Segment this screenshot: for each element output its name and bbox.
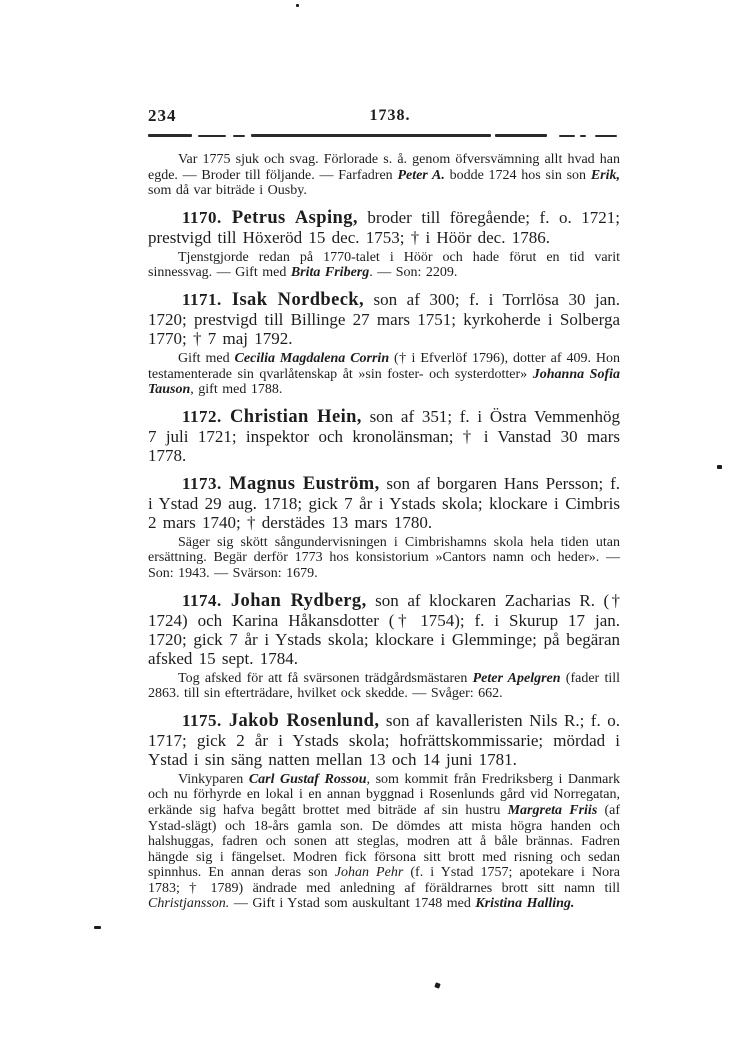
ink-speck [296, 4, 299, 7]
entry-1173: 1173. Magnus Euström, son af borgaren Hans Persson; f. i Ystad 29 aug. 1718; gick 7 år i Ystads skola; klockare i Cimbris 2 mars 1740; † derstädes 13 mars 1780. [148, 473, 620, 532]
note-paragraph-continuation: Var 1775 sjuk och svag. Förlorade s. å. genom öfversvämning allt hvad han egde. — Broder till följande. — Farfadren Peter A. bodde 1724 hos sin son Erik, som då var biträde i Ousby. [148, 152, 620, 199]
page-number: 234 [148, 106, 177, 125]
note-1175: Vinkyparen Carl Gustaf Rossou, som kommit från Fredriksberg i Danmark och nu förhyrde en lokal i en annan byggnad i Rosenlunds gård vid Norregatan, erkände sig hafva begått brottet med biträde af sin hustru Margreta Friis (af Ystad-slägt) och 18-års gamla son. De dömdes att mista högra handen och halshuggas, fadren och sonen att steglas, modren att å båle brännas. Fadren hängde sig i fängelset. Modren fick försona sitt brott med risning och sedan spinnhus. En annan deras son Johan Pehr (f. i Ystad 1757; apotekare i Nora 1783; † 1789) ändrade med anledning af föräldrarnes brott sitt namn till Christjansson. — Gift i Ystad som auskultant 1748 med Kristina Halling. [148, 771, 621, 912]
ink-speck [94, 926, 101, 929]
text-column [148, 152, 620, 912]
note-1174: Tog afsked för att få svärsonen trädgårdsmästaren Peter Apelgren (fader till 2863. till sin efterträdare, hvilket ock skedde. — Svåger: 662. [148, 670, 621, 702]
note-1173: Säger sig skött sångundervisningen i Cimbrishamns skola hela tiden utan ersättning. Begär derför 1773 hos konsistorium »Cantors namn och heder». — Son: 1943. — Svärson: 1679. [148, 534, 620, 581]
entry-1170: 1170. Petrus Asping, broder till föregående; f. o. 1721; prestvigd till Höxeröd 15 dec. 1753; † i Höör dec. 1786. [148, 207, 621, 247]
running-head [148, 106, 620, 130]
entry-1174: 1174. Johan Rydberg, son af klockaren Zacharias R. († 1724) och Karina Håkansdotter († 1754); f. i Skurup 17 jan. 1720; gick 7 år i Ystads skola; klockare i Glemminge; på begäran afsked 15 sept. 1784. [148, 590, 621, 668]
entry-1171: 1171. Isak Nordbeck, son af 300; f. i Torrlösa 30 jan. 1720; prestvigd till Billinge 27 mars 1751; kyrkoherde i Solberga 1770; † 7 maj 1792. [148, 289, 620, 348]
note-1170: Tjenstgjorde redan på 1770-talet i Höör och hade förut en tid varit sinnessvag. — Gift med Brita Friberg. — Son: 2209. [148, 249, 620, 281]
entry-1172: 1172. Christian Hein, son af 351; f. i Östra Vemmenhög 7 juli 1721; inspektor och kronolänsman; † i Vanstad 30 mars 1778. [148, 406, 621, 465]
ink-speck [434, 982, 440, 988]
entry-1175: 1175. Jakob Rosenlund, son af kavalleristen Nils R.; f. o. 1717; gick 2 år i Ystads skola; hofrättskommissarie; mördad i Ystad i sin säng natten mellan 13 och 14 juni 1781. [148, 710, 620, 769]
header-rule [148, 134, 628, 137]
note-1171: Gift med Cecilia Magdalena Corrin († i Efverlöf 1796), dotter af 409. Hon testamenterade sin qvarlåtenskap åt »sin foster- och systerdotter» Johanna Sofia Tauson, gift med 1788. [148, 350, 621, 398]
ink-speck [717, 465, 722, 469]
running-head-year: 1738. [369, 107, 411, 124]
